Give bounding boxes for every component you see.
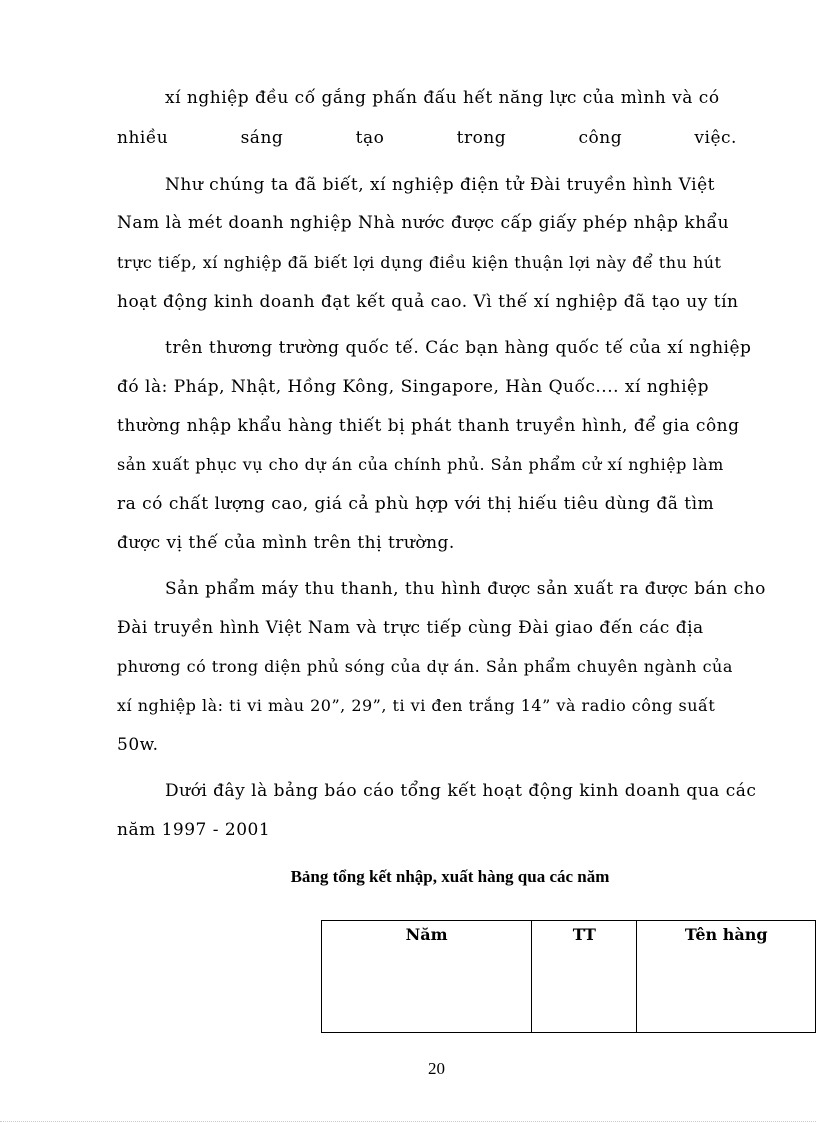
word: nhiều xyxy=(117,128,169,148)
body-line: xí nghiệp là: ti vi màu 20”, 29”, ti vi đen trắng 14” và radio công suất xyxy=(117,696,716,715)
body-line: Sản phẩm máy thu thanh, thu hình được sản xuất ra được bán cho xyxy=(165,579,766,599)
body-line: Như chúng ta đã biết, xí nghiệp điện tử Đài truyền hình Việt xyxy=(165,175,715,195)
page-number: 20 xyxy=(428,1059,445,1078)
word: sáng xyxy=(240,128,284,148)
body-line: xí nghiệp đều cố gắng phấn đấu hết năng lực của mình và có xyxy=(165,88,720,108)
header-cell-tt: TT xyxy=(532,921,637,1033)
body-line: Dưới đây là bảng báo cáo tổng kết hoạt động kinh doanh qua các xyxy=(165,781,757,801)
body-line: sản xuất phục vụ cho dự án của chính phủ. Sản phẩm cử xí nghiệp làm xyxy=(117,455,724,474)
table-caption: Bảng tổng kết nhập, xuất hàng qua các năm xyxy=(290,867,610,886)
body-line: thường nhập khẩu hàng thiết bị phát thanh truyền hình, để gia công xyxy=(117,416,740,436)
header-cell-item-name: Tên hàng xyxy=(637,921,816,1033)
body-line: năm 1997 - 2001 xyxy=(117,820,271,840)
word: công xyxy=(578,128,623,148)
body-line: hoạt động kinh doanh đạt kết quả cao. Vì thế xí nghiệp đã tạo uy tín xyxy=(117,292,739,312)
page-bottom-divider xyxy=(0,1121,816,1122)
word: tạo xyxy=(355,128,385,148)
justified-line xyxy=(117,128,737,148)
table-header-row xyxy=(322,921,816,1033)
word: trong xyxy=(456,128,507,148)
body-line: Nam là mét doanh nghiệp Nhà nước được cấp giấy phép nhập khẩu xyxy=(117,213,730,233)
header-cell-year: Năm xyxy=(322,921,532,1033)
word: việc. xyxy=(694,128,737,148)
body-line: được vị thế của mình trên thị trường. xyxy=(117,533,455,553)
body-line: trực tiếp, xí nghiệp đã biết lợi dụng điều kiện thuận lợi này để thu hút xyxy=(117,253,722,272)
body-line: phương có trong diện phủ sóng của dự án. Sản phẩm chuyên ngành của xyxy=(117,657,733,676)
body-line: đó là: Pháp, Nhật, Hồng Kông, Singapore, Hàn Quốc.... xí nghiệp xyxy=(117,377,710,397)
body-line: trên thương trường quốc tế. Các bạn hàng quốc tế của xí nghiệp xyxy=(165,338,752,358)
body-line: 50w. xyxy=(117,735,159,755)
body-line: ra có chất lượng cao, giá cả phù hợp với thị hiếu tiêu dùng đã tìm xyxy=(117,494,715,514)
body-line: Đài truyền hình Việt Nam và trực tiếp cùng Đài giao đến các địa xyxy=(117,618,704,638)
summary-table xyxy=(321,920,816,1033)
